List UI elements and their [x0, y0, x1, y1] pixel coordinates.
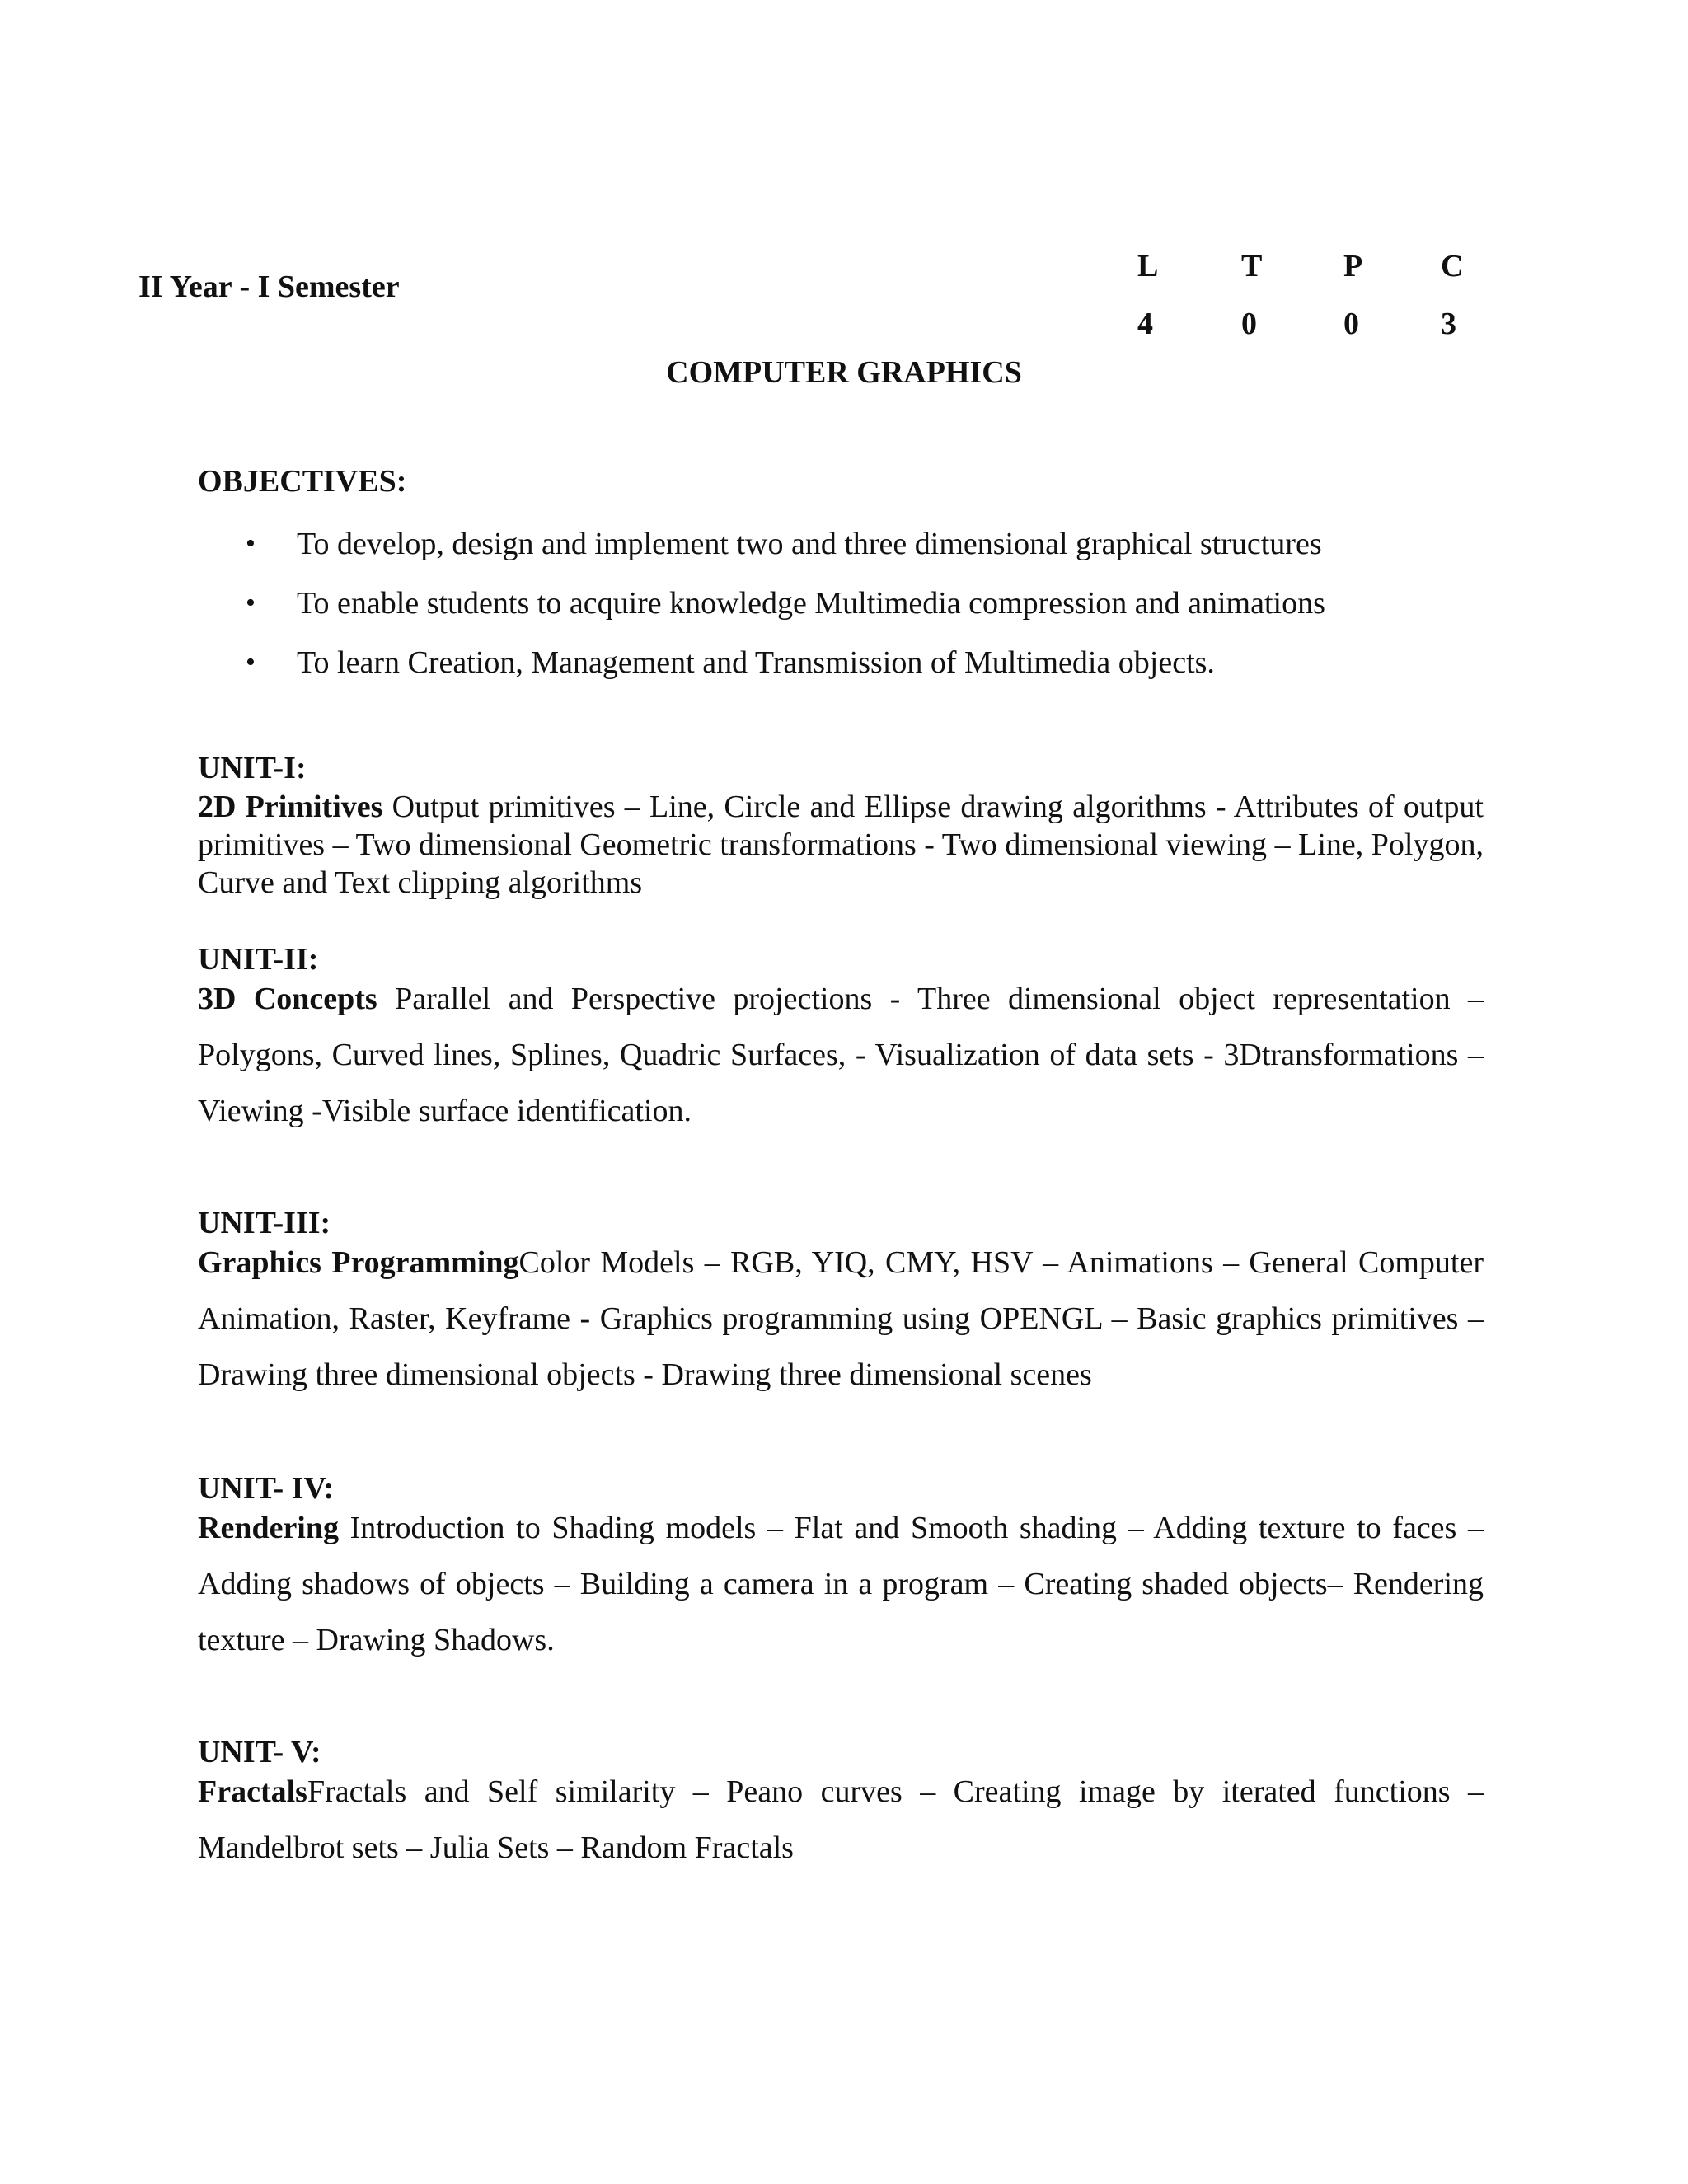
unit-1-topic: 2D Primitives	[198, 790, 383, 824]
objective-text: To learn Creation, Management and Transmission of Multimedia objects.	[297, 645, 1215, 680]
bullet-icon: •	[246, 647, 256, 677]
credits-value-row	[1137, 295, 1522, 353]
unit-1-description: Output primitives – Line, Circle and Ellipse drawing algorithms - Attributes of output primitives – Two dimensional Geometric transformations - Two dimensional viewing – Line, Polygon, Curve and Text clipping algorithms	[198, 790, 1484, 900]
objectives-section	[198, 462, 1484, 692]
objectives-list	[198, 514, 1484, 692]
objective-text: To develop, design and implement two and three dimensional graphical structures	[297, 527, 1322, 561]
unit-4-section	[198, 1469, 1484, 1668]
unit-3-title: UNIT-III:	[198, 1206, 331, 1240]
objective-item	[198, 574, 1484, 633]
bullet-icon: •	[246, 528, 256, 559]
credits-table	[1137, 237, 1522, 353]
unit-3-description: Color Models – RGB, YIQ, CMY, HSV – Animations – General Computer Animation, Raster, Keyframe - Graphics programming using OPENGL – Basic graphics primitives –Drawing three dimensional objects - Drawing three dimensional scenes	[198, 1245, 1484, 1392]
unit-4-description: Introduction to Shading models – Flat and Smooth shading – Adding texture to faces –Adding shadows of objects – Building a camera in a program – Creating shaded objects– Rendering texture – Drawing Shadows.	[198, 1511, 1484, 1657]
credits-header-row	[1137, 237, 1522, 295]
unit-5-body	[198, 1764, 1484, 1876]
credits-header-c: C	[1441, 249, 1464, 284]
unit-5-title: UNIT- V:	[198, 1735, 321, 1769]
unit-1-body	[198, 788, 1484, 902]
credits-header-p: P	[1343, 249, 1363, 284]
unit-3-topic: Graphics Programming	[198, 1245, 519, 1280]
unit-4-title: UNIT- IV:	[198, 1471, 335, 1506]
unit-2-section	[198, 940, 1484, 1139]
objective-item	[198, 633, 1484, 692]
unit-2-description: Parallel and Perspective projections - Three dimensional object representation – Polygons, Curved lines, Splines, Quadric Surfaces, - Visualization of data sets - 3Dtransformations – Viewing -Visible surface identification.	[198, 982, 1484, 1128]
credits-header-t: T	[1241, 249, 1263, 284]
unit-2-title: UNIT-II:	[198, 942, 319, 977]
unit-4-body	[198, 1500, 1484, 1668]
objective-item	[198, 514, 1484, 574]
unit-5-description: Fractals and Self similarity – Peano curves – Creating image by iterated functions – Mandelbrot sets – Julia Sets – Random Fractals	[198, 1774, 1484, 1865]
unit-4-topic: Rendering	[198, 1511, 339, 1545]
unit-1-section	[198, 748, 1484, 902]
credits-value-t: 0	[1241, 307, 1257, 341]
credits-value-c: 3	[1441, 307, 1456, 341]
unit-2-topic: 3D Concepts	[198, 982, 377, 1016]
unit-3-body	[198, 1235, 1484, 1403]
objective-text: To enable students to acquire knowledge Multimedia compression and animations	[297, 586, 1325, 621]
unit-1-title: UNIT-I:	[198, 751, 307, 785]
unit-5-topic: Fractals	[198, 1774, 307, 1809]
unit-3-section	[198, 1203, 1484, 1403]
objectives-heading: OBJECTIVES:	[198, 464, 407, 499]
credits-header-l: L	[1137, 249, 1159, 284]
year-semester: II Year - I Semester	[138, 269, 400, 304]
unit-5-section	[198, 1732, 1484, 1876]
credits-value-l: 4	[1137, 307, 1153, 341]
unit-2-body	[198, 971, 1484, 1139]
bullet-icon: •	[246, 588, 256, 618]
course-title: COMPUTER GRAPHICS	[666, 355, 1022, 390]
credits-value-p: 0	[1343, 307, 1359, 341]
